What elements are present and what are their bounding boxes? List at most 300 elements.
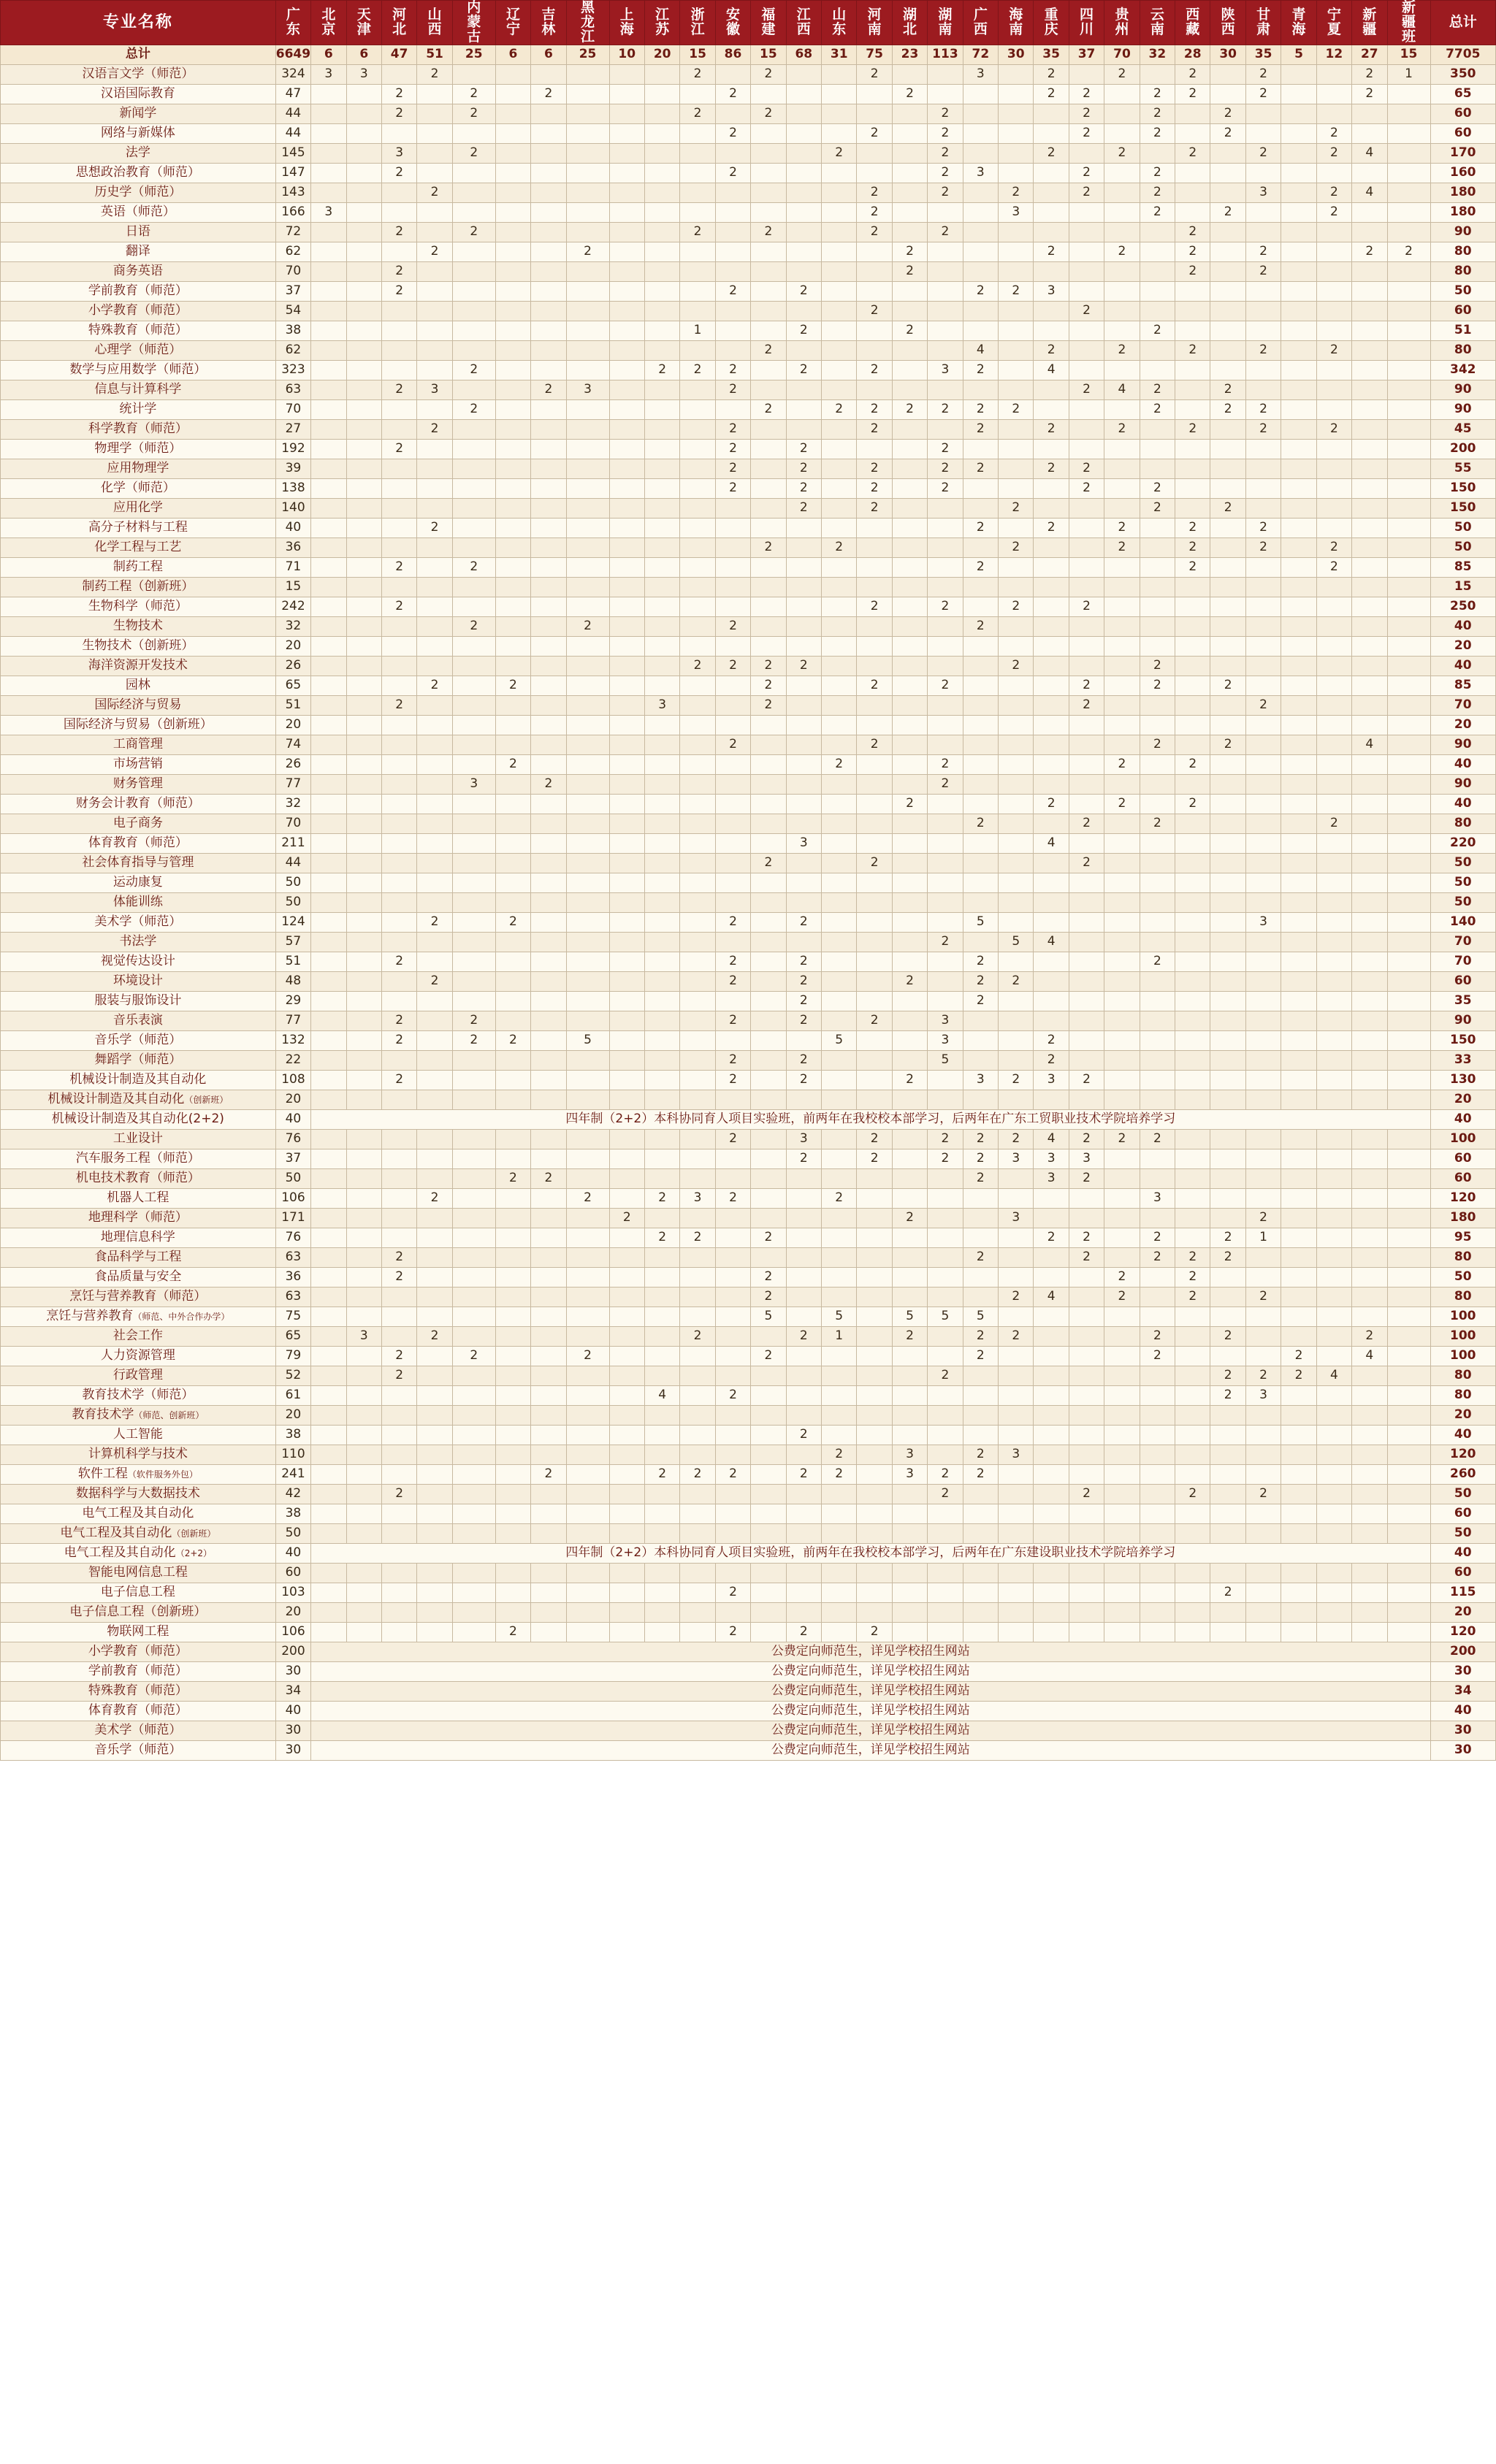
cell xyxy=(1140,1464,1175,1484)
cell xyxy=(346,853,381,873)
cell: 2 xyxy=(680,1464,715,1484)
major-name: 地理科学（师范） xyxy=(1,1208,276,1228)
cell xyxy=(715,222,750,242)
header-province-22: 四 川 xyxy=(1069,1,1104,45)
cell xyxy=(644,656,679,676)
cell xyxy=(452,912,495,932)
cell: 2 xyxy=(715,439,750,459)
cell xyxy=(1104,281,1140,301)
cell xyxy=(1316,1306,1351,1326)
cell xyxy=(566,1445,609,1464)
cell: 113 xyxy=(928,45,963,64)
cell xyxy=(715,1267,750,1287)
table-row xyxy=(1,183,1496,202)
cell xyxy=(715,1168,750,1188)
cell xyxy=(1210,64,1245,84)
cell: 2 xyxy=(1104,1287,1140,1306)
cell xyxy=(346,1070,381,1090)
cell: 4 xyxy=(1034,360,1069,380)
cell xyxy=(786,636,821,656)
cell: 3 xyxy=(1034,281,1069,301)
cell xyxy=(1175,715,1210,735)
cell xyxy=(531,1346,566,1366)
cell xyxy=(1245,1326,1281,1346)
cell xyxy=(1140,892,1175,912)
major-name: 体育教育（师范） xyxy=(1,1701,276,1721)
cell: 2 xyxy=(928,774,963,794)
cell xyxy=(566,597,609,616)
cell xyxy=(609,932,644,952)
cell xyxy=(680,1070,715,1090)
cell xyxy=(1140,1267,1175,1287)
table-row xyxy=(1,971,1496,991)
cell xyxy=(857,340,892,360)
cell xyxy=(644,380,679,399)
cell xyxy=(1175,1425,1210,1445)
cell xyxy=(857,439,892,459)
cell xyxy=(495,1583,530,1602)
cell: 2 xyxy=(1140,202,1175,222)
cell xyxy=(963,1405,998,1425)
cell xyxy=(1316,439,1351,459)
cell xyxy=(1034,1247,1069,1267)
cell: 2 xyxy=(566,242,609,261)
cell xyxy=(417,735,452,754)
cell xyxy=(928,1208,963,1228)
cell xyxy=(531,419,566,439)
cell xyxy=(963,1484,998,1504)
cell xyxy=(680,774,715,794)
cell xyxy=(1140,439,1175,459)
major-name: 学前教育（师范） xyxy=(1,281,276,301)
cell xyxy=(1352,971,1387,991)
cell xyxy=(751,518,786,537)
cell xyxy=(928,1090,963,1109)
header-province-20: 海 南 xyxy=(999,1,1034,45)
cell: 48 xyxy=(275,971,310,991)
cell xyxy=(928,1523,963,1543)
cell xyxy=(892,873,927,892)
cell xyxy=(822,794,857,814)
table-row xyxy=(1,1168,1496,1188)
cell xyxy=(495,1011,530,1030)
cell xyxy=(1104,1326,1140,1346)
cell xyxy=(1387,1504,1430,1523)
cell xyxy=(495,537,530,557)
cell xyxy=(1210,853,1245,873)
cell: 2 xyxy=(1104,1129,1140,1149)
cell xyxy=(1245,616,1281,636)
cell xyxy=(1387,656,1430,676)
cell: 2 xyxy=(1175,754,1210,774)
cell xyxy=(857,518,892,537)
cell xyxy=(346,360,381,380)
table-row xyxy=(1,656,1496,676)
cell: 2 xyxy=(857,202,892,222)
cell: 37 xyxy=(1069,45,1104,64)
cell: 2 xyxy=(999,971,1034,991)
cell xyxy=(311,577,346,597)
cell xyxy=(452,873,495,892)
cell: 2 xyxy=(1210,1247,1245,1267)
cell xyxy=(928,636,963,656)
cell: 65 xyxy=(275,676,310,695)
cell xyxy=(822,1583,857,1602)
cell xyxy=(417,1208,452,1228)
cell: 2 xyxy=(1069,123,1104,143)
cell xyxy=(566,419,609,439)
cell xyxy=(346,143,381,163)
cell xyxy=(1316,64,1351,84)
cell xyxy=(680,143,715,163)
cell xyxy=(822,183,857,202)
cell: 86 xyxy=(715,45,750,64)
cell xyxy=(999,1030,1034,1050)
cell xyxy=(346,163,381,183)
cell xyxy=(1387,1523,1430,1543)
cell: 2 xyxy=(1352,84,1387,104)
cell xyxy=(1387,360,1430,380)
major-name: 特殊教育（师范） xyxy=(1,321,276,340)
cell: 2 xyxy=(1069,301,1104,321)
cell xyxy=(963,754,998,774)
cell xyxy=(1104,932,1140,952)
cell xyxy=(609,1464,644,1484)
cell: 2 xyxy=(417,242,452,261)
major-name: 机械设计制造及其自动化(2+2) xyxy=(1,1109,276,1129)
cell xyxy=(1175,163,1210,183)
cell xyxy=(715,301,750,321)
cell xyxy=(609,1346,644,1366)
row-total: 100 xyxy=(1430,1306,1496,1326)
cell xyxy=(311,1090,346,1109)
cell xyxy=(715,636,750,656)
cell xyxy=(644,597,679,616)
cell xyxy=(1316,1484,1351,1504)
major-name: 环境设计 xyxy=(1,971,276,991)
cell xyxy=(311,459,346,478)
cell xyxy=(1034,1484,1069,1504)
cell xyxy=(531,1228,566,1247)
cell xyxy=(1281,676,1316,695)
cell xyxy=(1387,1306,1430,1326)
cell xyxy=(1281,1228,1316,1247)
cell xyxy=(1387,1149,1430,1168)
cell xyxy=(1352,1228,1387,1247)
major-name: 体育教育（师范） xyxy=(1,833,276,853)
cell: 2 xyxy=(892,84,927,104)
cell: 2 xyxy=(892,321,927,340)
cell xyxy=(751,419,786,439)
cell xyxy=(751,774,786,794)
cell xyxy=(963,1267,998,1287)
table-row xyxy=(1,873,1496,892)
cell xyxy=(1034,163,1069,183)
cell xyxy=(715,340,750,360)
cell: 103 xyxy=(275,1583,310,1602)
table-row xyxy=(1,1425,1496,1445)
cell xyxy=(680,183,715,202)
cell xyxy=(963,715,998,735)
cell: 2 xyxy=(1175,419,1210,439)
cell xyxy=(822,242,857,261)
cell xyxy=(680,1149,715,1168)
cell xyxy=(999,84,1034,104)
cell xyxy=(566,1464,609,1484)
cell xyxy=(531,1326,566,1346)
cell xyxy=(644,1306,679,1326)
cell: 2 xyxy=(1034,84,1069,104)
cell: 2 xyxy=(751,676,786,695)
cell xyxy=(1175,1602,1210,1622)
cell xyxy=(311,340,346,360)
cell xyxy=(1104,1366,1140,1385)
cell xyxy=(999,1563,1034,1583)
cell xyxy=(417,616,452,636)
cell xyxy=(1316,360,1351,380)
cell xyxy=(346,577,381,597)
cell xyxy=(644,1523,679,1543)
cell xyxy=(680,636,715,656)
cell: 2 xyxy=(857,1011,892,1030)
cell: 23 xyxy=(892,45,927,64)
cell xyxy=(1387,557,1430,577)
cell xyxy=(452,676,495,695)
cell: 2 xyxy=(786,498,821,518)
cell xyxy=(963,853,998,873)
cell: 2 xyxy=(452,616,495,636)
cell xyxy=(1352,459,1387,478)
header-province-15: 山 东 xyxy=(822,1,857,45)
cell xyxy=(1281,656,1316,676)
cell xyxy=(644,774,679,794)
cell xyxy=(892,222,927,242)
table-row xyxy=(1,321,1496,340)
cell xyxy=(644,518,679,537)
cell xyxy=(928,1070,963,1090)
cell xyxy=(680,537,715,557)
cell xyxy=(346,971,381,991)
cell xyxy=(1316,597,1351,616)
cell: 211 xyxy=(275,833,310,853)
cell: 2 xyxy=(928,932,963,952)
cell xyxy=(680,459,715,478)
cell xyxy=(644,912,679,932)
cell: 2 xyxy=(495,754,530,774)
cell xyxy=(346,1464,381,1484)
cell xyxy=(1140,242,1175,261)
cell xyxy=(566,557,609,577)
cell xyxy=(1069,64,1104,84)
cell xyxy=(786,1267,821,1287)
cell xyxy=(1069,222,1104,242)
table-row xyxy=(1,557,1496,577)
cell xyxy=(1210,1504,1245,1523)
table-row xyxy=(1,695,1496,715)
cell xyxy=(531,1149,566,1168)
cell xyxy=(1104,833,1140,853)
cell xyxy=(1387,518,1430,537)
cell xyxy=(999,1523,1034,1543)
cell xyxy=(609,715,644,735)
cell xyxy=(1352,1602,1387,1622)
cell xyxy=(381,912,416,932)
cell xyxy=(644,222,679,242)
cell xyxy=(857,912,892,932)
cell xyxy=(1034,1090,1069,1109)
cell: 2 xyxy=(1175,1247,1210,1267)
cell xyxy=(1140,1050,1175,1070)
cell xyxy=(1034,853,1069,873)
cell xyxy=(1140,1385,1175,1405)
cell xyxy=(892,1346,927,1366)
cell xyxy=(892,301,927,321)
row-total: 260 xyxy=(1430,1464,1496,1484)
cell xyxy=(1387,853,1430,873)
row-total: 100 xyxy=(1430,1129,1496,1149)
cell xyxy=(609,360,644,380)
row-total: 70 xyxy=(1430,932,1496,952)
cell: 2 xyxy=(381,597,416,616)
cell xyxy=(1069,419,1104,439)
cell xyxy=(495,1188,530,1208)
cell xyxy=(495,794,530,814)
cell xyxy=(928,1385,963,1405)
cell xyxy=(1140,143,1175,163)
cell xyxy=(1069,439,1104,459)
cell: 2 xyxy=(751,104,786,123)
cell xyxy=(1281,774,1316,794)
cell xyxy=(751,1149,786,1168)
cell: 3 xyxy=(680,1188,715,1208)
cell: 2 xyxy=(1034,459,1069,478)
cell xyxy=(857,1523,892,1543)
cell xyxy=(1034,1208,1069,1228)
cell xyxy=(566,123,609,143)
cell xyxy=(1281,873,1316,892)
cell xyxy=(1352,952,1387,971)
cell xyxy=(1352,695,1387,715)
cell xyxy=(822,340,857,360)
cell xyxy=(346,991,381,1011)
cell xyxy=(751,1247,786,1267)
cell xyxy=(1034,695,1069,715)
cell xyxy=(381,340,416,360)
major-name: 汉语国际教育 xyxy=(1,84,276,104)
cell xyxy=(999,518,1034,537)
cell xyxy=(892,360,927,380)
header-province-26: 陕 西 xyxy=(1210,1,1245,45)
cell xyxy=(531,754,566,774)
cell xyxy=(311,1030,346,1050)
cell xyxy=(857,1208,892,1228)
table-row xyxy=(1,202,1496,222)
cell xyxy=(609,1306,644,1326)
cell xyxy=(786,163,821,183)
cell: 2 xyxy=(1352,64,1387,84)
cell xyxy=(1104,301,1140,321)
cell xyxy=(892,1484,927,1504)
cell xyxy=(644,1622,679,1642)
cell xyxy=(1281,123,1316,143)
cell xyxy=(680,1602,715,1622)
cell xyxy=(963,1602,998,1622)
row-total: 50 xyxy=(1430,873,1496,892)
table-row xyxy=(1,1306,1496,1326)
cell xyxy=(495,1090,530,1109)
cell xyxy=(928,84,963,104)
cell: 5 xyxy=(928,1306,963,1326)
cell xyxy=(566,952,609,971)
cell xyxy=(644,202,679,222)
cell: 15 xyxy=(275,577,310,597)
cell xyxy=(1034,1622,1069,1642)
table-row xyxy=(1,853,1496,873)
cell: 2 xyxy=(928,1129,963,1149)
cell: 2 xyxy=(857,399,892,419)
cell xyxy=(566,1306,609,1326)
cell xyxy=(1034,1563,1069,1583)
cell xyxy=(1175,439,1210,459)
cell: 110 xyxy=(275,1445,310,1464)
row-total: 45 xyxy=(1430,419,1496,439)
cell xyxy=(311,1445,346,1464)
cell xyxy=(892,478,927,498)
cell: 2 xyxy=(1069,814,1104,833)
cell xyxy=(1387,222,1430,242)
cell xyxy=(1352,1366,1387,1385)
cell: 2 xyxy=(822,754,857,774)
cell xyxy=(531,1129,566,1149)
cell xyxy=(311,478,346,498)
cell xyxy=(417,1405,452,1425)
cell xyxy=(566,814,609,833)
cell xyxy=(1281,1405,1316,1425)
cell xyxy=(1281,1149,1316,1168)
cell xyxy=(822,892,857,912)
cell: 2 xyxy=(715,163,750,183)
cell xyxy=(417,1168,452,1188)
cell xyxy=(892,814,927,833)
cell xyxy=(1281,183,1316,202)
cell xyxy=(857,163,892,183)
major-name: 英语（师范） xyxy=(1,202,276,222)
cell: 2 xyxy=(1140,1247,1175,1267)
cell xyxy=(786,1228,821,1247)
cell: 2 xyxy=(1140,1129,1175,1149)
cell: 3 xyxy=(644,695,679,715)
cell: 2 xyxy=(715,1011,750,1030)
cell xyxy=(566,399,609,419)
cell xyxy=(1034,380,1069,399)
cell xyxy=(1034,991,1069,1011)
cell: 2 xyxy=(1175,537,1210,557)
cell xyxy=(609,1168,644,1188)
cell xyxy=(1069,616,1104,636)
cell xyxy=(892,419,927,439)
cell: 75 xyxy=(275,1306,310,1326)
cell: 241 xyxy=(275,1464,310,1484)
cell xyxy=(1140,754,1175,774)
cell xyxy=(857,1464,892,1484)
cell xyxy=(1387,301,1430,321)
major-name: 新闻学 xyxy=(1,104,276,123)
cell xyxy=(999,360,1034,380)
cell xyxy=(1281,301,1316,321)
cell xyxy=(1387,281,1430,301)
cell xyxy=(311,183,346,202)
cell: 3 xyxy=(1245,912,1281,932)
